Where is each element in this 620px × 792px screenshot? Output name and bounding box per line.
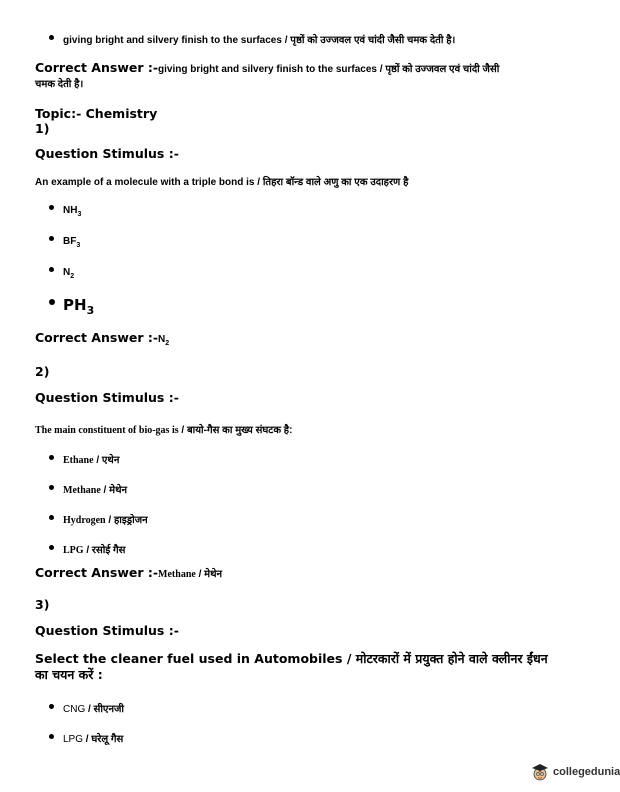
topic-heading: Topic:- Chemistry xyxy=(35,106,158,121)
question-text: The main constituent of bio-gas is / बायो-गैस का मुख्य संघटक है: xyxy=(35,425,293,436)
correct-answer: Correct Answer :-Methane / मेथेन xyxy=(35,565,223,580)
option-text: $N_2$ xyxy=(63,267,75,280)
bullet-icon xyxy=(49,35,54,40)
logo-text: collegedunia xyxy=(553,766,620,778)
answer-text: giving bright and silvery finish to the surfaces / पृष्ठों को उज्जवल एवं चांदी जैसी xyxy=(158,64,500,75)
option-text: Ethane / एथेन xyxy=(63,455,120,466)
answer-label: Correct Answer :- xyxy=(35,330,159,345)
option-text: $NH_3$ xyxy=(63,205,82,218)
bullet-icon xyxy=(49,485,54,490)
question-text: An example of a molecule with a triple bond is / तिहरा बॉन्ड वाले अणु का एक उदाहरण है xyxy=(35,177,409,188)
option-text: $PH_3$ xyxy=(63,296,95,317)
correct-answer xyxy=(35,330,169,347)
question-number: 3) xyxy=(35,597,50,612)
option-item xyxy=(49,236,80,249)
option-text: giving bright and silvery finish to the surfaces / पृष्ठों को उज्जवल एवं चांदी जैसी चमक देती है। xyxy=(63,35,456,46)
bullet-icon xyxy=(49,515,54,520)
option-text: LPG / रसोई गैस xyxy=(63,545,126,556)
option-text: CNG / सीएनजी xyxy=(63,704,125,715)
bullet-icon xyxy=(49,734,54,739)
bullet-icon xyxy=(49,299,55,305)
question-text: Select the cleaner fuel used in Automobiles / मोटरकारों में प्रयुक्त होने वाले क्लीनर ईंधन xyxy=(35,651,548,666)
previous-correct-answer xyxy=(35,60,499,75)
option-item xyxy=(49,205,81,218)
option-text: Hydrogen / हाइड्रोजन xyxy=(63,515,148,526)
option-item xyxy=(49,478,127,497)
bullet-icon xyxy=(49,205,54,210)
option-item xyxy=(49,697,124,716)
option-item xyxy=(49,538,125,557)
bullet-icon xyxy=(49,455,54,460)
answer-text: $N_2$ xyxy=(158,334,170,347)
answer-label: Correct Answer :- xyxy=(35,565,159,580)
graduate-mascot-icon xyxy=(530,762,550,782)
option-item xyxy=(49,267,74,280)
option-text: LPG / घरेलू गैस xyxy=(63,734,124,745)
bullet-icon xyxy=(49,704,54,709)
bullet-icon xyxy=(49,236,54,241)
answer-label: Correct Answer :- xyxy=(35,60,159,75)
bullet-icon xyxy=(49,267,54,272)
stimulus-label: Question Stimulus :- xyxy=(35,390,179,405)
answer-text-continued: चमक देती है। xyxy=(35,79,84,90)
question-number: 1) xyxy=(35,121,50,136)
list-item xyxy=(49,32,455,46)
option-text: Methane / मेथेन xyxy=(63,485,128,496)
stimulus-label: Question Stimulus :- xyxy=(35,623,179,638)
collegedunia-logo xyxy=(530,762,620,782)
option-item xyxy=(49,727,123,746)
question-text-continued: का चयन करें : xyxy=(35,667,103,682)
question-number: 2) xyxy=(35,364,50,379)
option-text: $BF_3$ xyxy=(63,236,81,249)
option-item xyxy=(49,296,94,317)
stimulus-label: Question Stimulus :- xyxy=(35,146,179,161)
option-item xyxy=(49,508,148,527)
option-item xyxy=(49,448,119,467)
bullet-icon xyxy=(49,545,54,550)
